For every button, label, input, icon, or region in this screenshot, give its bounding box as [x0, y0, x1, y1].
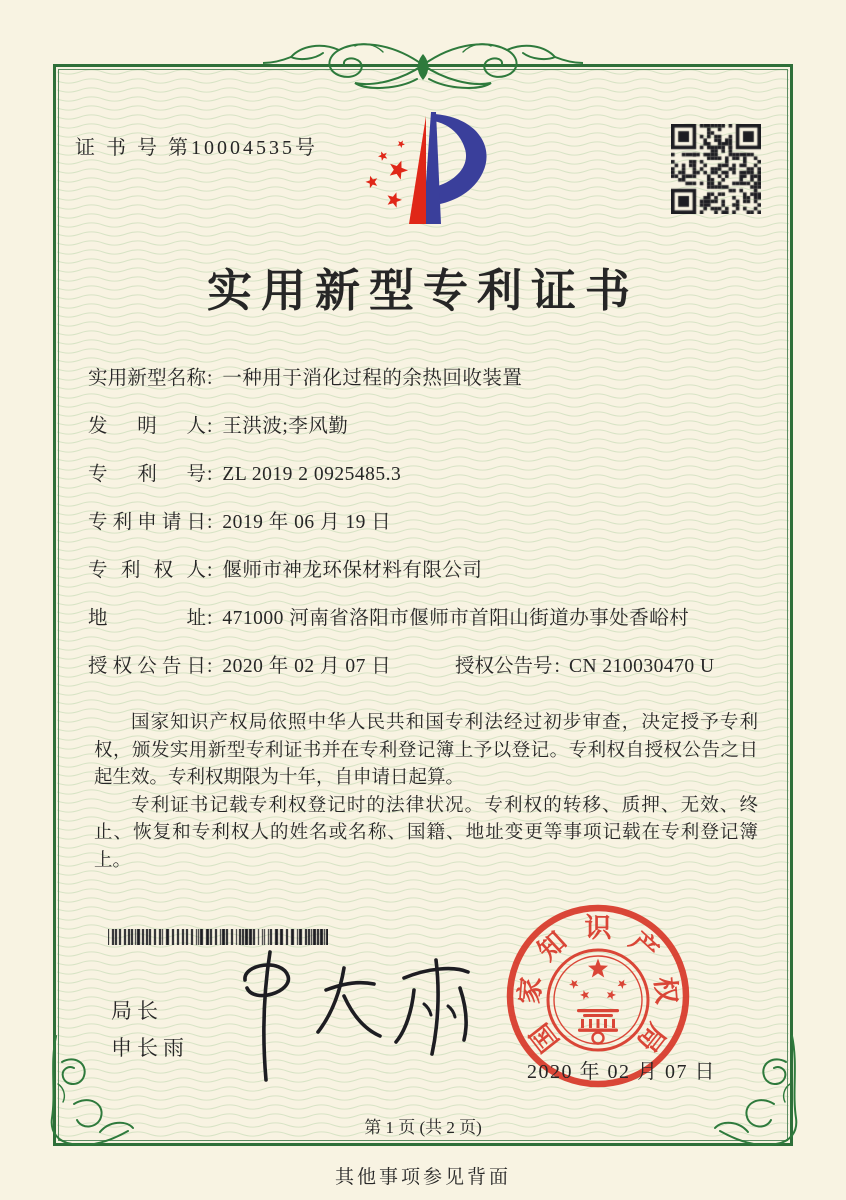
seal-date: 2020 年 02 月 07 日 [527, 1061, 716, 1083]
qr-code [671, 124, 761, 214]
field-row-inventor: 发明人 : 王洪波;李风勤 [88, 410, 764, 432]
field-value: 2020 年 02 月 07 日 [222, 656, 392, 677]
legal-paragraph-1: 国家知识产权局依照中华人民共和国专利法经过初步审查，决定授予专利权，颁发实用新型专利证书并在专利登记簿上予以登记。专利权自授权公告之日起生效。专利权期限为十年，自申请日起算。 [94, 713, 758, 788]
back-note: 其他事项参见背面 [334, 1167, 511, 1188]
director-title: 局长 [111, 999, 163, 1023]
field-label: 实用新型名称 [88, 368, 206, 389]
emblem-gear [593, 1033, 604, 1044]
field-value: 471000 河南省洛阳市偃师市首阳山街道办事处香峪村 [222, 608, 690, 629]
field-value: 偃师市神龙环保材料有限公司 [222, 560, 483, 581]
logo-stars [366, 141, 409, 208]
field-row-address: 地址 : 471000 河南省洛阳市偃师市首阳山街道办事处香峪村 [88, 602, 764, 624]
certificate-title: 实用新型专利证书 [206, 266, 639, 316]
grant-date-pair: 授权公告日 : 2020 年 02 月 07 日 [88, 650, 455, 678]
certificate-number: 证 书 号 第10004535号 [75, 137, 318, 159]
field-label: 发明人 [88, 416, 206, 437]
field-label: 专利申请日 [88, 512, 206, 533]
national-emblem-icon [548, 950, 648, 1050]
svg-text:家: 家 [514, 975, 547, 1006]
top-scroll-ornament [263, 30, 583, 98]
page-indicator: 第 1 页 (共 2 页) [364, 1118, 482, 1137]
handwritten-signature [232, 938, 472, 1088]
field-row-patentee: 专利权人 : 偃师市神龙环保材料有限公司 [88, 554, 764, 576]
field-row-patent-number: 专利号 : ZL 2019 2 0925485.3 [88, 458, 764, 480]
field-value: 2019 年 06 月 19 日 [222, 512, 392, 533]
field-list [88, 362, 764, 698]
field-value: 一种用于消化过程的余热回收装置 [222, 368, 523, 389]
field-label: 专利权人 [88, 560, 206, 581]
top-ornament-center-leaf [418, 54, 429, 80]
field-value: CN 210030470 U [568, 656, 715, 677]
field-row-filing-date: 专利申请日 : 2019 年 06 月 19 日 [88, 506, 764, 528]
legal-text [94, 710, 758, 875]
field-label: 授权公告日 [88, 656, 206, 677]
grant-number-pair: 授权公告号 : CN 210030470 U [455, 650, 715, 678]
logo-red-wedge [409, 116, 426, 224]
field-row-name: 实用新型名称 : 一种用于消化过程的余热回收装置 [88, 362, 764, 384]
svg-text:权: 权 [649, 975, 682, 1006]
svg-text:国: 国 [524, 1017, 565, 1058]
field-label: 授权公告号 [455, 656, 553, 677]
seal-text [514, 913, 681, 1057]
field-label: 地址 [88, 608, 206, 629]
svg-text:产: 产 [623, 925, 665, 967]
emblem-stars [569, 959, 627, 1000]
director-name: 申长雨 [111, 1036, 189, 1060]
emblem-gate [577, 1009, 619, 1032]
svg-text:局: 局 [631, 1017, 672, 1058]
cnipa-logo [352, 104, 502, 236]
legal-paragraph-2: 专利证书记载专利权登记时的法律状况。专利权的转移、质押、无效、终止、恢复和专利权人的姓名或名称、国籍、地址变更等事项记载在专利登记簿上。 [94, 795, 758, 871]
field-label: 专利号 [88, 464, 206, 485]
field-row-grant [88, 650, 764, 677]
svg-text:知: 知 [531, 925, 573, 967]
logo-p-bowl [433, 114, 487, 204]
field-value: ZL 2019 2 0925485.3 [222, 464, 402, 485]
svg-text:识: 识 [584, 913, 612, 944]
field-value: 王洪波;李风勤 [222, 416, 349, 437]
